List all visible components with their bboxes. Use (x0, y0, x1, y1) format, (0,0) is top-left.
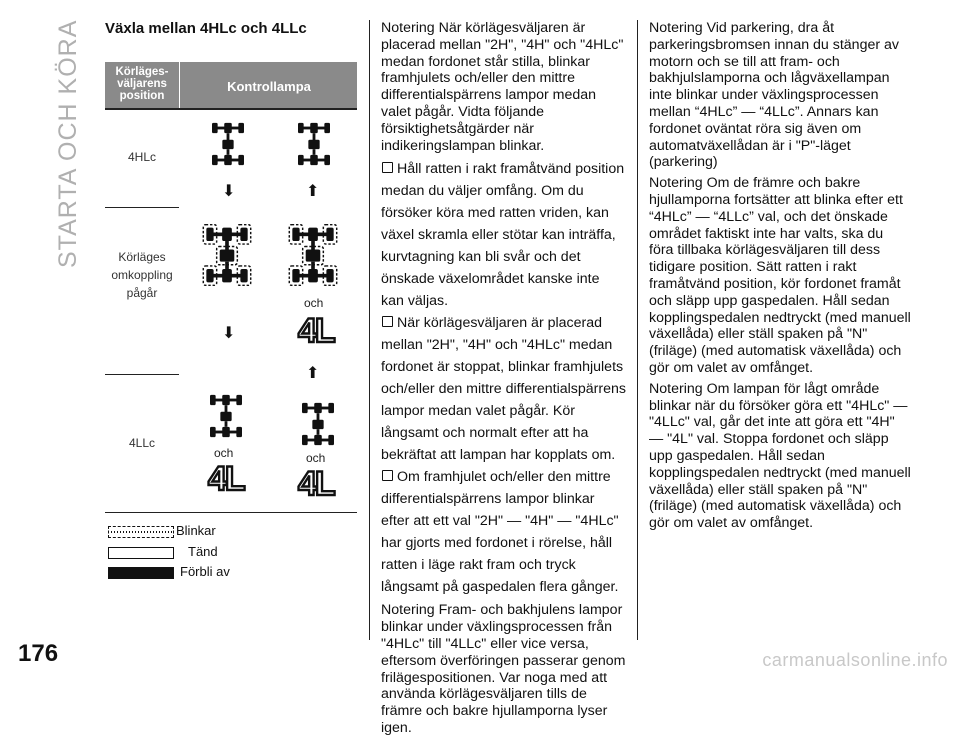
note-paragraph: Notering Om de främre och bakre hjullamporna fortsätter att blinka efter ett “4HLc” — “4LLc” val, och det önskade området faktiskt inte har valts, ska du föra tillbaka körlägesväljaren till dess tidigare position. Sätt ratten i rakt framåtvänd position, kör fordonet framåt och släpp upp gaspedalen. Håll sedan kopplingspedalen nedtryckt (med manuell växellåda) eller ställ spaken på "N" (friläge) (med automatisk växellåda) och gör om valet av omfånget. (649, 175, 911, 376)
bullet-item: Om framhjulet och/eller den mittre differentialspärrens lampor blinkar efter att ett val "2H" — "4H" — "4HLc" har gjorts med fordonet i rörelse, håll ratten i läge rakt fram och tryck långsamt på gaspedalen flera gånger. (381, 469, 619, 596)
row-divider (105, 374, 179, 375)
bullet-icon (382, 162, 393, 173)
four-wheel-lamp-icon (206, 392, 246, 440)
legend-blinking-swatch (108, 526, 174, 538)
four-wheel-lamp-icon (298, 400, 338, 448)
column-divider (369, 20, 370, 640)
legend-off-swatch (108, 567, 174, 579)
table-header (105, 62, 357, 110)
och-label: och (306, 451, 326, 465)
legend-on-label: Tänd (188, 544, 218, 559)
note-paragraph: Notering När körlägesväljaren är placerad mellan "2H", "4H" och "4HLc" medan fordonet står stilla, blinkar framhjulets och/eller den mittre differentialspärrens lampor medan valet pågår. Vidta följande försiktighetsåtgärder när indikeringslampan blinkar. (381, 20, 624, 154)
four-wheel-lamp-blinking-icon (201, 224, 253, 286)
arrow-up-icon: ⬆ (306, 183, 320, 200)
four-wheel-lamp-blinking-icon (287, 224, 339, 286)
legend-blinking-label: Blinkar (176, 523, 216, 538)
low-range-lamp-icon: 4L (298, 465, 334, 503)
row-label-switching: Körläges omkoppling pågår (111, 250, 173, 300)
text-column-right (649, 20, 911, 536)
table-bottom-rule (105, 512, 357, 513)
legend-on-swatch (108, 547, 174, 559)
arrow-down-icon: ⬇ (222, 183, 236, 200)
section-title: Växla mellan 4HLc och 4LLc (105, 20, 307, 37)
col-header-position: Körläges- väljarens position (115, 66, 169, 102)
four-wheel-lamp-icon (208, 120, 248, 168)
och-label: och (214, 446, 234, 460)
bullet-icon (382, 470, 393, 481)
low-range-lamp-icon: 4L (298, 312, 334, 350)
bullet-item: Håll ratten i rakt framåtvänd position medan du väljer omfång. Om du försöker köra med ratten vriden, kan växel skramla eller stötar kan inträffa, kurvtagning kan bli svår och det önskade växelområdet kanske inte kan väljas. (381, 161, 625, 310)
four-wheel-lamp-icon (294, 120, 334, 168)
low-range-lamp-icon: 4L (208, 460, 244, 498)
arrow-down-icon: ⬇ (222, 325, 236, 342)
row-label-4llc: 4LLc (128, 436, 156, 450)
bullet-icon (382, 316, 393, 327)
bullet-item: När körlägesväljaren är placerad mellan "2H", "4H" och "4HLc" medan fordonet är stoppat, blinkar framhjulets och/eller den mittre differentialspärrens lampor medan valet pågår. Kör långsamt och normalt efter att ha bekräftat att lampan har kopplats om. (381, 315, 626, 464)
page-number: 176 (18, 640, 59, 667)
note-paragraph: Notering Vid parkering, dra åt parkeringsbromsen innan du stänger av motorn och se till att fram- och bakhjulslamporna och lågväxellampan inte blinkar under växlingsprocessen mellan “4HLc” — “4LLc”. Annars kan fordonet oväntat röra sig även om automatväxellådan är i "P"-läget (parkering) (649, 20, 900, 171)
side-section-heading: STARTA OCH KÖRA (54, 19, 82, 268)
column-divider (637, 20, 638, 640)
och-label: och (304, 296, 324, 310)
text-column-middle (381, 20, 626, 741)
arrow-up-icon: ⬆ (306, 365, 320, 382)
col-header-lamp: Kontrollampa (179, 62, 358, 108)
note-paragraph: Notering Om lampan för lågt område blinkar när du försöker göra ett "4HLc" — "4LLc" val, går det inte att göra ett "4H" — "4L" val. Stoppa fordonet och släpp upp gaspedalen. Håll sedan kopplingspedalen nedtryckt (med manuell växellåda) eller ställ spaken på "N" (friläge) (med automatisk växellåda) och gör om valet av omfånget. (649, 380, 911, 532)
row-divider (105, 207, 179, 208)
watermark: carmanualsonline.info (762, 650, 948, 670)
legend-off-label: Förbli av (180, 564, 230, 579)
note-paragraph: Notering Fram- och bakhjulens lampor blinkar under växlingsprocessen från "4HLc" till "4LLc" eller vice versa, eftersom överföringen passerar genom frilägespositionen. Var noga med att använda körlägesväljaren tills de främre och bakre hjullamporna lyser igen. (381, 602, 626, 736)
row-label-4hlc: 4HLc (127, 150, 156, 164)
